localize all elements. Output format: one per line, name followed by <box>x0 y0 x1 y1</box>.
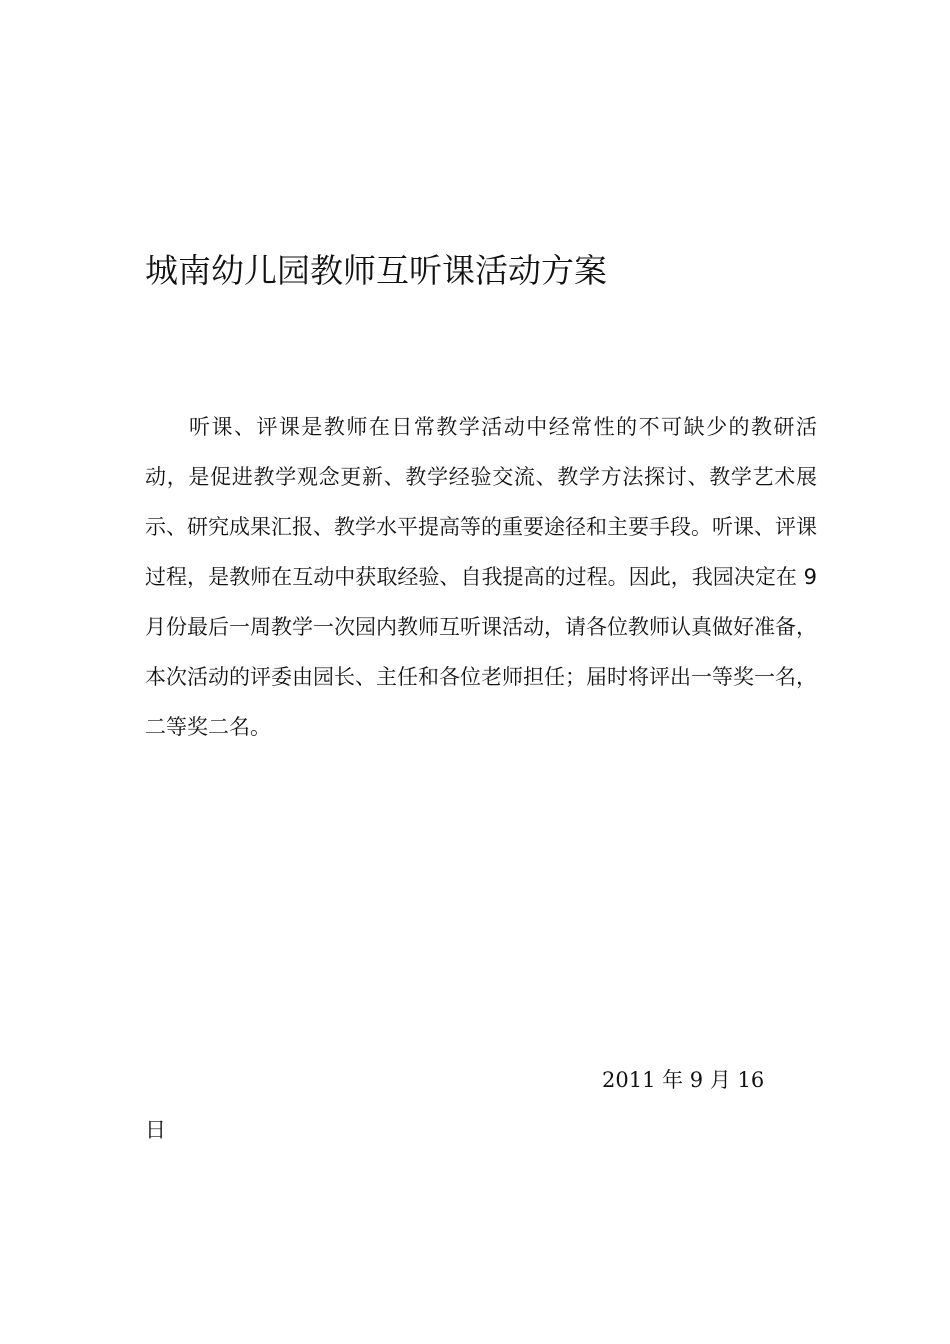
document-title: 城南幼儿园教师互听课活动方案 <box>145 251 607 290</box>
document-body-paragraph: 听课、评课是教师在日常教学活动中经常性的不可缺少的教研活动，是促进教学观念更新、教学经验交流、教学方法探讨、教学艺术展示、研究成果汇报、教学水平提高等的重要途径和主要手段。听课、评课过程，是教师在互动中获取经验、自我提高的过程。因此，我园决定在 9 月份最后一周教学一次园内教师互听课活动，请各位教师认真做好准备，本次活动的评委由园长、主任和各位老师担任；届时将评出一等奖一名，二等奖二名。 <box>145 415 817 739</box>
document-date: 2011 年 9 月 16 <box>602 1068 765 1092</box>
document-date-day: 日 <box>145 1118 166 1142</box>
